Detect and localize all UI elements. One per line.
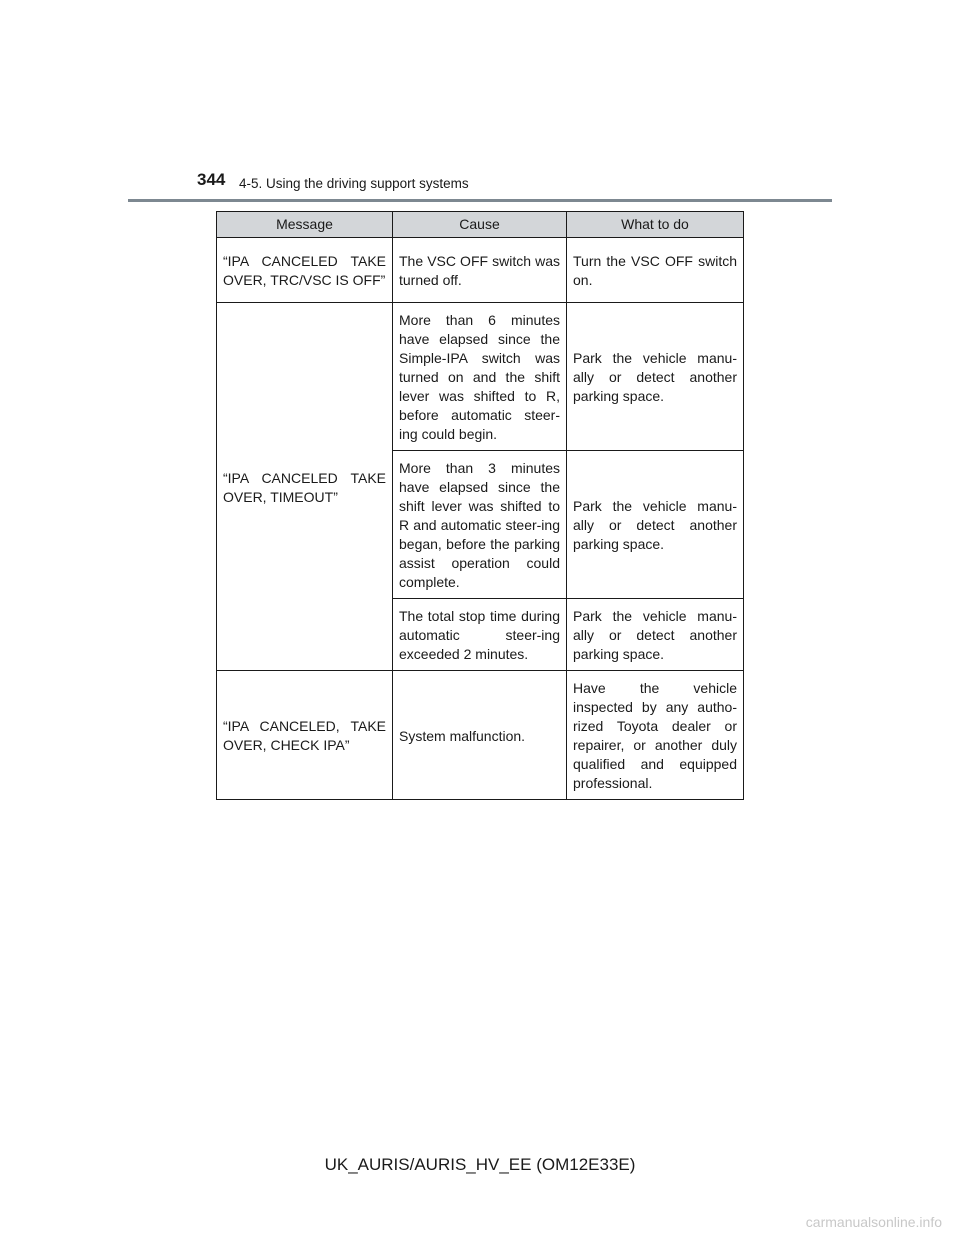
table-row	[217, 671, 744, 800]
cause-cell: More than 3 minutes have elapsed since the shift lever was shifted to R and automatic steer-ing began, before the parking assist operation could complete.	[393, 451, 567, 599]
message-cell: “IPA CANCELED TAKE OVER, TIMEOUT”	[217, 303, 393, 671]
column-header-cause: Cause	[393, 212, 567, 238]
column-header-message: Message	[217, 212, 393, 238]
cause-cell: The total stop time during automatic steer-ing exceeded 2 minutes.	[393, 599, 567, 671]
action-cell: Turn the VSC OFF switch on.	[567, 238, 744, 303]
message-cell: “IPA CANCELED, TAKE OVER, CHECK IPA”	[217, 671, 393, 800]
table-header-row	[217, 212, 744, 238]
table-row	[217, 303, 744, 451]
action-cell: Park the vehicle manu-ally or detect another parking space.	[567, 303, 744, 451]
cause-cell: More than 6 minutes have elapsed since the Simple-IPA switch was turned on and the shift lever was shifted to R, before automatic steer-ing could begin.	[393, 303, 567, 451]
action-cell: Have the vehicle inspected by any autho-rized Toyota dealer or repairer, or another duly qualified and equipped professional.	[567, 671, 744, 800]
header-divider	[128, 199, 832, 202]
message-table	[216, 211, 744, 800]
message-cell: “IPA CANCELED TAKE OVER, TRC/VSC IS OFF”	[217, 238, 393, 303]
page-number: 344	[197, 170, 226, 189]
table-row	[217, 238, 744, 303]
cause-cell: The VSC OFF switch was turned off.	[393, 238, 567, 303]
manual-code-footer: UK_AURIS/AURIS_HV_EE (OM12E33E)	[324, 1155, 636, 1174]
column-header-action: What to do	[567, 212, 744, 238]
cause-cell: System malfunction.	[393, 671, 567, 800]
action-cell: Park the vehicle manu-ally or detect another parking space.	[567, 451, 744, 599]
section-title: 4-5. Using the driving support systems	[239, 176, 469, 191]
action-cell: Park the vehicle manu-ally or detect another parking space.	[567, 599, 744, 671]
site-watermark[interactable]: carmanualsonline.info	[805, 1214, 942, 1230]
